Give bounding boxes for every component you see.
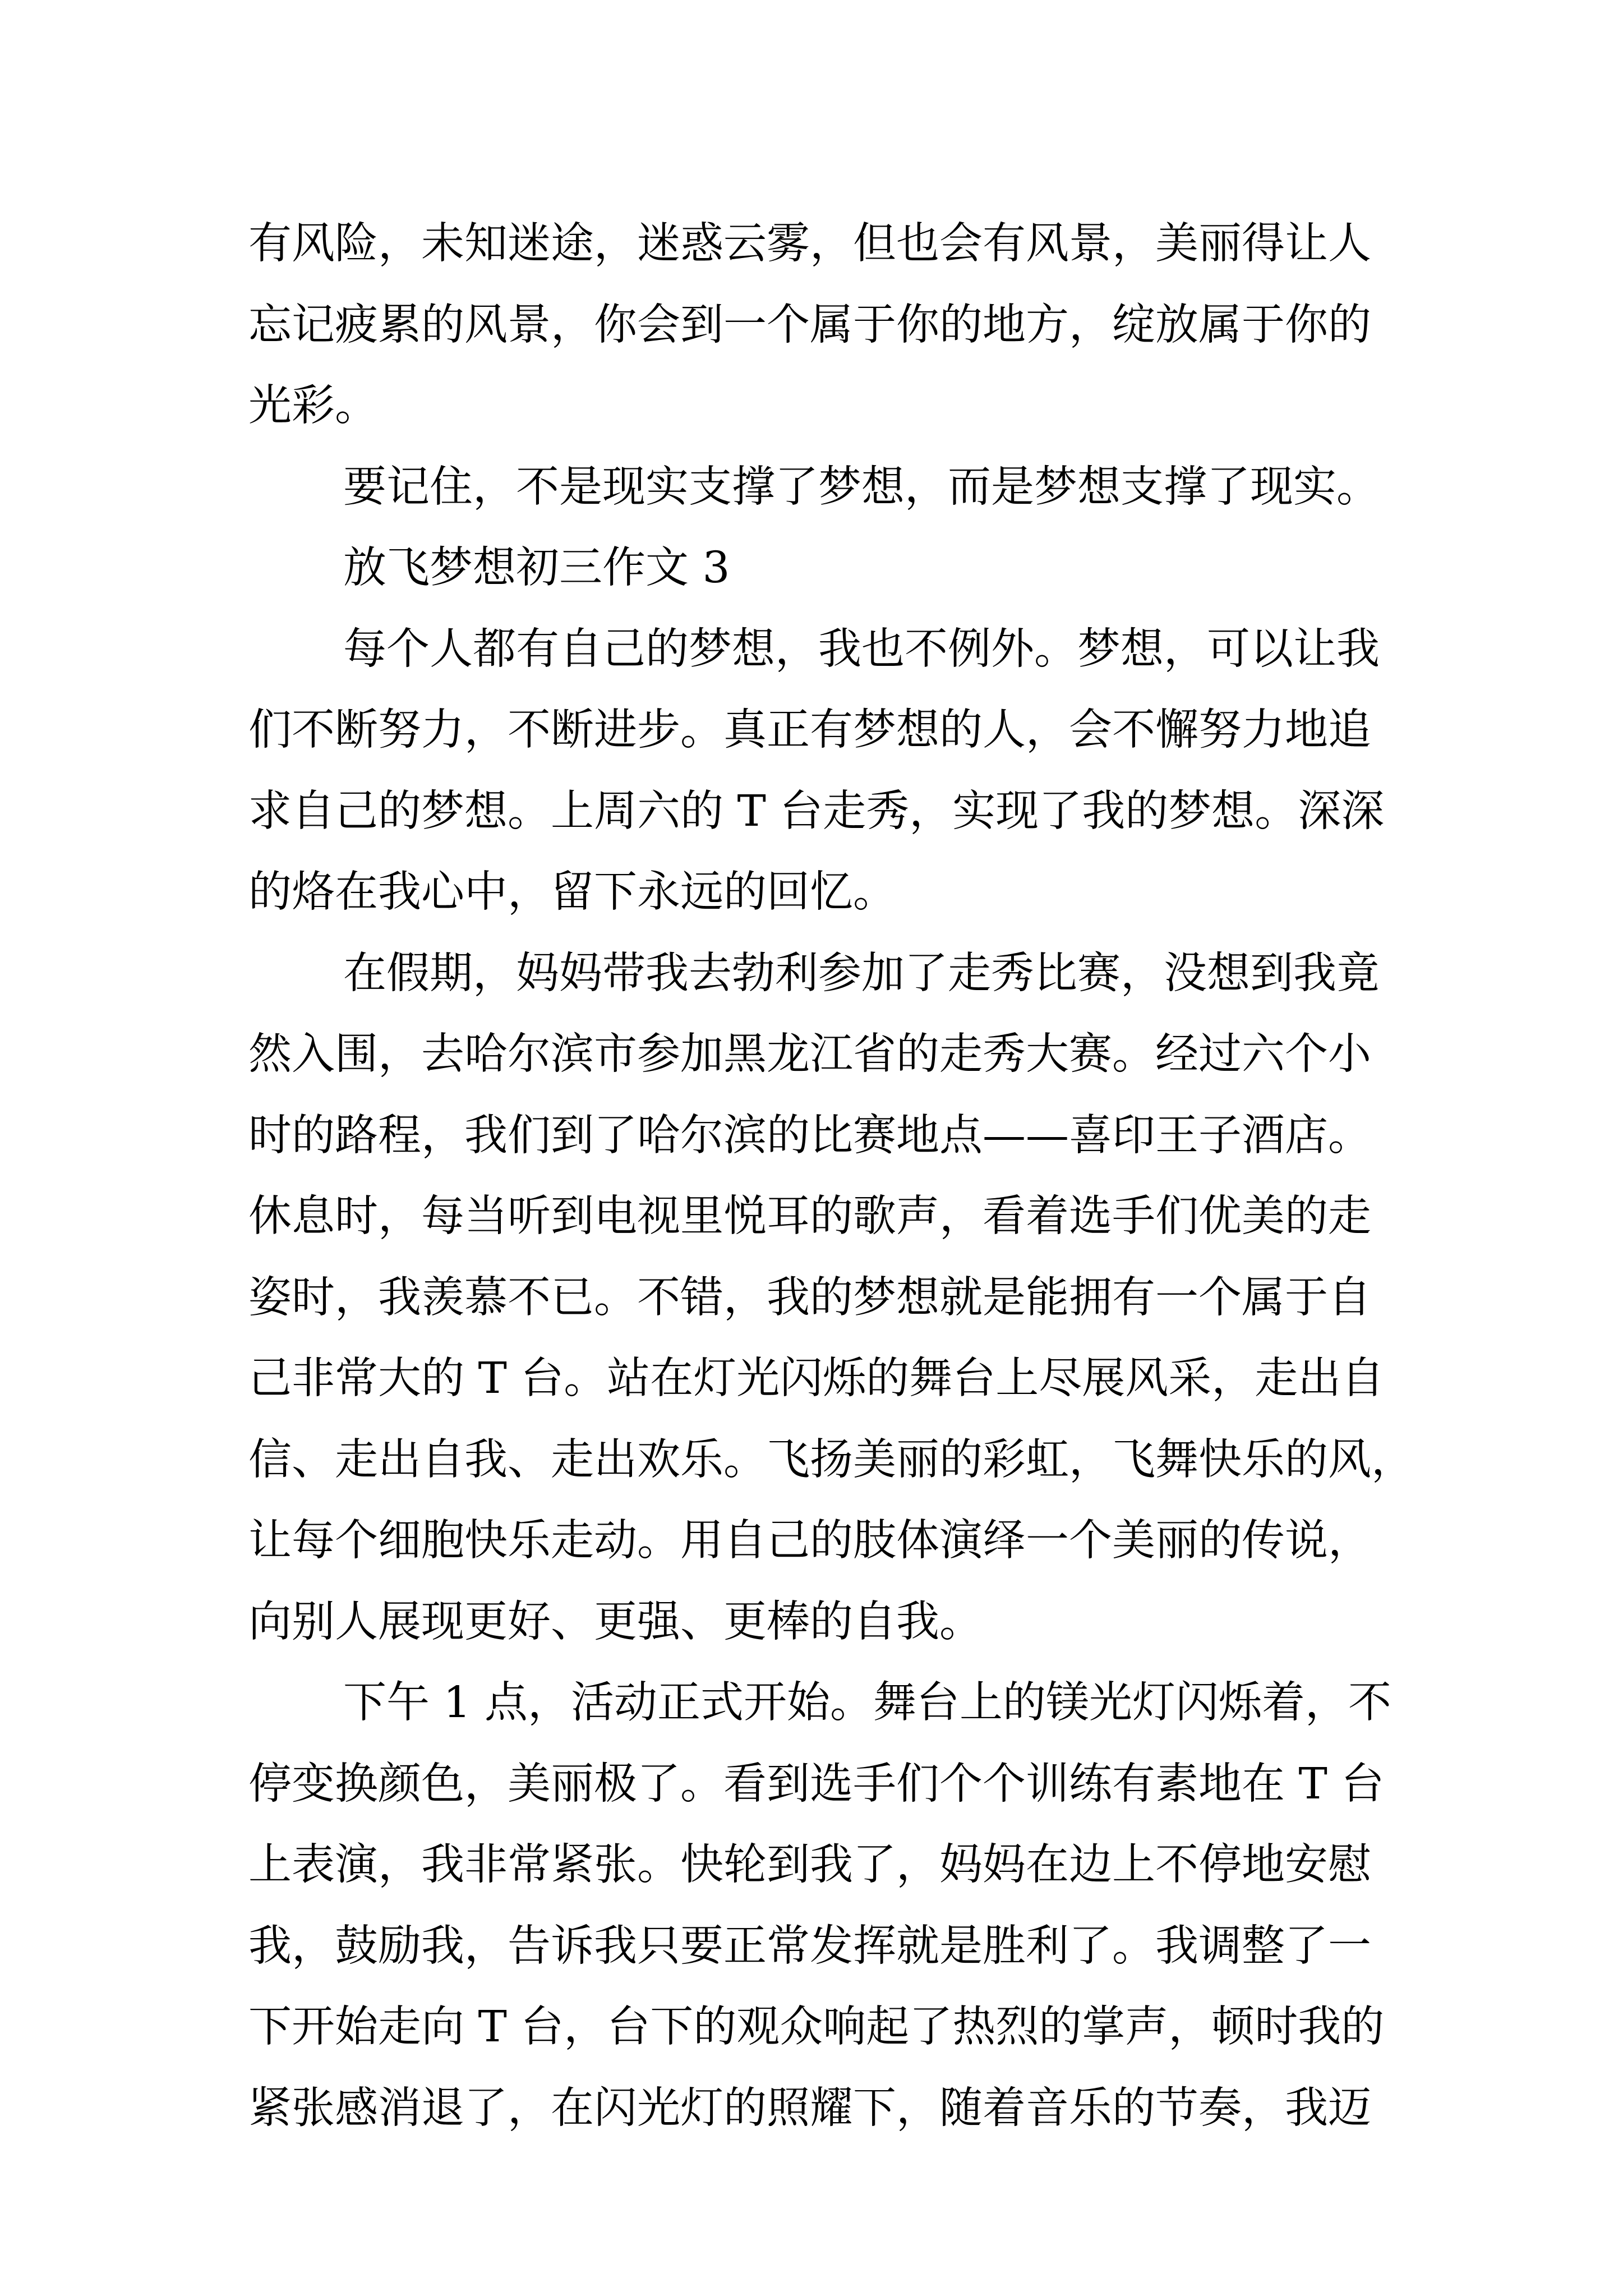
- text-line: 然入围，去哈尔滨市参加黑龙江省的走秀大赛。经过六个小: [248, 1029, 1371, 1079]
- text-line: 休息时，每当听到电视里悦耳的歌声，看着选手们优美的走: [248, 1191, 1371, 1241]
- text-line: 让每个细胞快乐走动。用自己的肢体演绎一个美丽的传说，: [248, 1516, 1371, 1566]
- text-line: 信、走出自我、走出欢乐。飞扬美丽的彩虹，飞舞快乐的风，: [248, 1435, 1414, 1485]
- text-line: 的烙在我心中，留下永远的回忆。: [248, 867, 896, 917]
- text-line: 在假期，妈妈带我去勃利参加了走秀比赛，没想到我竟: [343, 949, 1380, 999]
- text-line: 有风险，未知迷途，迷惑云雾，但也会有风景，美丽得让人: [248, 219, 1371, 269]
- text-line: 要记住，不是现实支撑了梦想，而是梦想支撑了现实。: [343, 462, 1380, 512]
- text-line: 们不断努力，不断进步。真正有梦想的人，会不懈努力地追: [248, 705, 1371, 755]
- text-line: 紧张感消退了，在闪光灯的照耀下，随着音乐的节奏，我迈: [248, 2083, 1371, 2133]
- text-line: 下午 1 点，活动正式开始。舞台上的镁光灯闪烁着，不: [343, 1678, 1391, 1728]
- text-line: 光彩。: [248, 381, 378, 431]
- text-line: 时的路程，我们到了哈尔滨的比赛地点——喜印王子酒店。: [248, 1111, 1371, 1161]
- text-line: 忘记疲累的风景，你会到一个属于你的地方，绽放属于你的: [248, 300, 1371, 350]
- text-line: 求自己的梦想。上周六的 T 台走秀，实现了我的梦想。深深: [248, 786, 1385, 836]
- text-line: 向别人展现更好、更强、更棒的自我。: [248, 1597, 983, 1647]
- text-line: 停变换颜色，美丽极了。看到选手们个个训练有素地在 T 台: [248, 1759, 1385, 1809]
- text-line: 下开始走向 T 台，台下的观众响起了热烈的掌声，顿时我的: [248, 2002, 1385, 2052]
- text-line: 上表演，我非常紧张。快轮到我了，妈妈在边上不停地安慰: [248, 1840, 1371, 1890]
- text-line: 姿时，我羡慕不已。不错，我的梦想就是能拥有一个属于自: [248, 1273, 1371, 1323]
- section-heading: 放飞梦想初三作文 3: [343, 543, 730, 593]
- text-line: 己非常大的 T 台。站在灯光闪烁的舞台上尽展风采，走出自: [248, 1354, 1385, 1404]
- text-line: 我，鼓励我，告诉我只要正常发挥就是胜利了。我调整了一: [248, 1921, 1371, 1971]
- text-line: 每个人都有自己的梦想，我也不例外。梦想，可以让我: [343, 624, 1380, 674]
